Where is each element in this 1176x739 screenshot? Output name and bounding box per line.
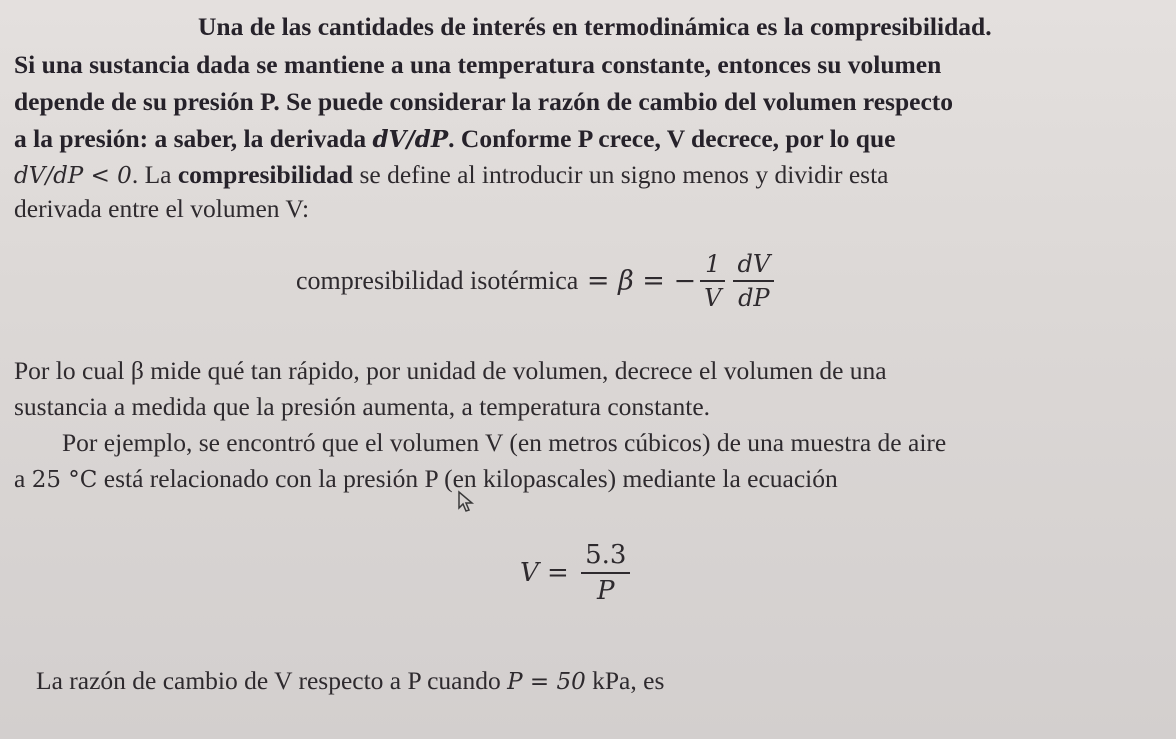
- paragraph2-line1: Por lo cual β mide qué tan rápido, por unidad de volumen, decrece el volumen de una: [14, 356, 887, 385]
- equation1-lhs: compresibilidad isotérmica: [296, 266, 579, 295]
- fraction1-denominator: V: [700, 280, 725, 312]
- equation2-lhs: V =: [520, 558, 578, 588]
- compresibilidad-term: compresibilidad: [177, 160, 354, 189]
- fraction-dv-dp: [733, 250, 774, 312]
- question-line: [36, 666, 664, 697]
- fraction3-numerator: 5.3: [585, 540, 627, 570]
- line4b-text-b: está relacionado con la presión P (en kilopascales) mediante la ecuación: [97, 464, 838, 493]
- fraction2-denominator: dP: [733, 280, 774, 312]
- line5-text-c: se define al introducir un signo menos y dividir esta: [353, 160, 889, 189]
- paragraph1-line4: [14, 124, 896, 155]
- paragraph2-line2: sustancia a medida que la presión aumenta, a temperatura constante.: [14, 392, 711, 421]
- line4b-text-a: a: [14, 464, 32, 493]
- question-math: P = 50: [507, 669, 586, 695]
- line5-math: dV/dP < 0: [14, 163, 132, 189]
- temperature-value: 25 °C: [31, 467, 98, 493]
- line4-text-b: . Conforme P crece, V decrece, por lo que: [448, 124, 896, 153]
- question-text-b: kPa, es: [585, 666, 665, 695]
- volume-equation: [520, 540, 634, 606]
- equation1-beta: = β = −: [578, 265, 697, 297]
- fraction-5-3-over-p: [581, 540, 630, 606]
- paragraph1-line3: depende de su presión P. Se puede considerar la razón de cambio del volumen respecto: [14, 87, 954, 116]
- paragraph1-line5: [14, 160, 888, 191]
- fraction1-numerator: 1: [705, 250, 721, 278]
- fraction3-denominator: P: [581, 572, 630, 606]
- pointer-cursor-icon: [455, 488, 475, 514]
- fraction2-numerator: dV: [737, 250, 771, 278]
- line4-math: dV/dP: [372, 126, 449, 153]
- paragraph2-line4: [14, 464, 838, 495]
- compressibility-equation: [296, 250, 778, 312]
- paragraph1-line1: Una de las cantidades de interés en termodinámica es la compresibilidad.: [198, 12, 992, 41]
- question-text-a: La razón de cambio de V respecto a P cuando: [36, 666, 508, 695]
- line4-text-a: a la presión: a saber, la derivada: [14, 124, 373, 153]
- line5-text-a: . La: [131, 160, 178, 189]
- paragraph2-line3: Por ejemplo, se encontró que el volumen V (en metros cúbicos) de una muestra de aire: [62, 428, 947, 457]
- paragraph1-line6: derivada entre el volumen V:: [14, 194, 310, 223]
- paragraph1-line2: Si una sustancia dada se mantiene a una temperatura constante, entonces su volumen: [14, 50, 942, 79]
- fraction-one-over-v: [700, 250, 725, 312]
